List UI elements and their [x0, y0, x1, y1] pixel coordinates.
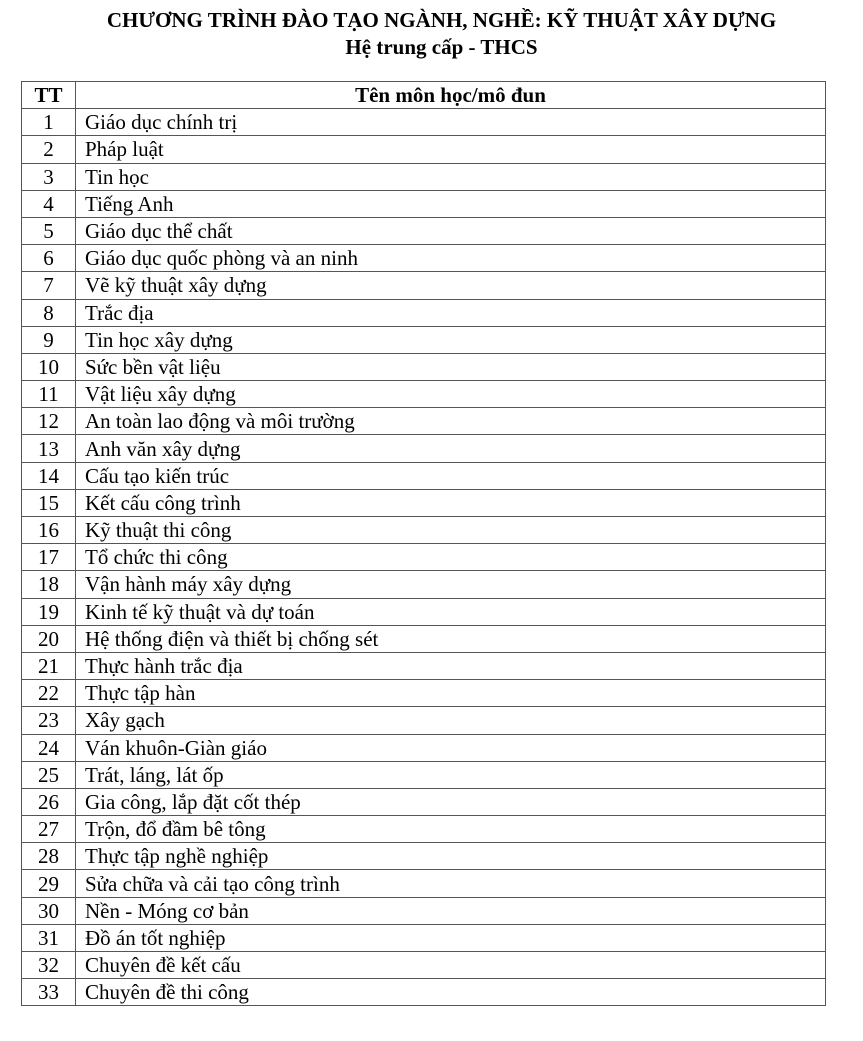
subject-name-cell: Xây gạch: [76, 707, 826, 734]
page-subtitle: Hệ trung cấp - THCS: [345, 35, 538, 59]
subject-name-cell: Nền - Móng cơ bản: [76, 897, 826, 924]
subject-name-cell: Ván khuôn-Giàn giáo: [76, 734, 826, 761]
table-row: [22, 816, 826, 843]
table-row: [22, 652, 826, 679]
subject-name-cell: Vật liệu xây dựng: [76, 381, 826, 408]
row-number-cell: 3: [22, 163, 76, 190]
subject-name-cell: Vẽ kỹ thuật xây dựng: [76, 272, 826, 299]
row-number-cell: 28: [22, 843, 76, 870]
table-row: [22, 299, 826, 326]
subject-name-cell: Anh văn xây dựng: [76, 435, 826, 462]
subject-name-cell: Trát, láng, lát ốp: [76, 761, 826, 788]
table-row: [22, 924, 826, 951]
table-row: [22, 109, 826, 136]
table-row: [22, 680, 826, 707]
table-row: [22, 435, 826, 462]
table-row: [22, 381, 826, 408]
row-number-cell: 30: [22, 897, 76, 924]
row-number-cell: 5: [22, 217, 76, 244]
row-number-cell: 12: [22, 408, 76, 435]
table-row: [22, 788, 826, 815]
table-row: [22, 136, 826, 163]
row-number-cell: 18: [22, 571, 76, 598]
table-body: [22, 109, 826, 1006]
row-number-cell: 1: [22, 109, 76, 136]
table-row: [22, 734, 826, 761]
table-row: [22, 707, 826, 734]
table-row: [22, 245, 826, 272]
subject-name-cell: Tiếng Anh: [76, 190, 826, 217]
table-row: [22, 326, 826, 353]
subject-name-cell: An toàn lao động và môi trường: [76, 408, 826, 435]
row-number-cell: 24: [22, 734, 76, 761]
table-row: [22, 353, 826, 380]
subject-name-cell: Giáo dục quốc phòng và an ninh: [76, 245, 826, 272]
row-number-cell: 20: [22, 625, 76, 652]
subject-name-cell: Cấu tạo kiến trúc: [76, 462, 826, 489]
table-row: [22, 517, 826, 544]
row-number-cell: 21: [22, 652, 76, 679]
curriculum-table: [21, 81, 826, 1006]
page-title: CHƯƠNG TRÌNH ĐÀO TẠO NGÀNH, NGHỀ: KỸ THUẬT XÂY DỰNG: [106, 8, 777, 32]
subject-name-cell: Trộn, đổ đầm bê tông: [76, 816, 826, 843]
row-number-cell: 9: [22, 326, 76, 353]
table-header-row: [22, 82, 826, 109]
row-number-cell: 25: [22, 761, 76, 788]
column-header-tt: TT: [22, 82, 76, 109]
subject-name-cell: Vận hành máy xây dựng: [76, 571, 826, 598]
row-number-cell: 14: [22, 462, 76, 489]
subject-name-cell: Chuyên đề thi công: [76, 979, 826, 1006]
subject-name-cell: Gia công, lắp đặt cốt thép: [76, 788, 826, 815]
subject-name-cell: Tổ chức thi công: [76, 544, 826, 571]
subject-name-cell: Kết cấu công trình: [76, 489, 826, 516]
table-row: [22, 979, 826, 1006]
subject-name-cell: Thực tập nghề nghiệp: [76, 843, 826, 870]
table-row: [22, 408, 826, 435]
subject-name-cell: Sửa chữa và cải tạo công trình: [76, 870, 826, 897]
subject-name-cell: Giáo dục thể chất: [76, 217, 826, 244]
row-number-cell: 19: [22, 598, 76, 625]
row-number-cell: 17: [22, 544, 76, 571]
row-number-cell: 8: [22, 299, 76, 326]
row-number-cell: 7: [22, 272, 76, 299]
row-number-cell: 23: [22, 707, 76, 734]
table-row: [22, 598, 826, 625]
table-row: [22, 217, 826, 244]
table-row: [22, 163, 826, 190]
table-row: [22, 843, 826, 870]
subject-name-cell: Trắc địa: [76, 299, 826, 326]
subject-name-cell: Đồ án tốt nghiệp: [76, 924, 826, 951]
row-number-cell: 32: [22, 952, 76, 979]
row-number-cell: 22: [22, 680, 76, 707]
row-number-cell: 27: [22, 816, 76, 843]
subject-name-cell: Tin học xây dựng: [76, 326, 826, 353]
table-row: [22, 190, 826, 217]
row-number-cell: 31: [22, 924, 76, 951]
row-number-cell: 29: [22, 870, 76, 897]
subject-name-cell: Giáo dục chính trị: [76, 109, 826, 136]
table-row: [22, 761, 826, 788]
subject-name-cell: Chuyên đề kết cấu: [76, 952, 826, 979]
subject-name-cell: Sức bền vật liệu: [76, 353, 826, 380]
table-row: [22, 571, 826, 598]
table-row: [22, 625, 826, 652]
table-row: [22, 952, 826, 979]
subject-name-cell: Tin học: [76, 163, 826, 190]
table-row: [22, 489, 826, 516]
table-row: [22, 544, 826, 571]
subject-name-cell: Hệ thống điện và thiết bị chống sét: [76, 625, 826, 652]
row-number-cell: 33: [22, 979, 76, 1006]
subject-name-cell: Kỹ thuật thi công: [76, 517, 826, 544]
table-row: [22, 272, 826, 299]
row-number-cell: 26: [22, 788, 76, 815]
table-row: [22, 897, 826, 924]
row-number-cell: 11: [22, 381, 76, 408]
subject-name-cell: Pháp luật: [76, 136, 826, 163]
row-number-cell: 10: [22, 353, 76, 380]
table-row: [22, 462, 826, 489]
row-number-cell: 16: [22, 517, 76, 544]
row-number-cell: 13: [22, 435, 76, 462]
row-number-cell: 6: [22, 245, 76, 272]
row-number-cell: 4: [22, 190, 76, 217]
row-number-cell: 2: [22, 136, 76, 163]
subject-name-cell: Thực tập hàn: [76, 680, 826, 707]
row-number-cell: 15: [22, 489, 76, 516]
table-row: [22, 870, 826, 897]
subject-name-cell: Kinh tế kỹ thuật và dự toán: [76, 598, 826, 625]
subject-name-cell: Thực hành trắc địa: [76, 652, 826, 679]
column-header-subject-name: Tên môn học/mô đun: [76, 82, 826, 109]
